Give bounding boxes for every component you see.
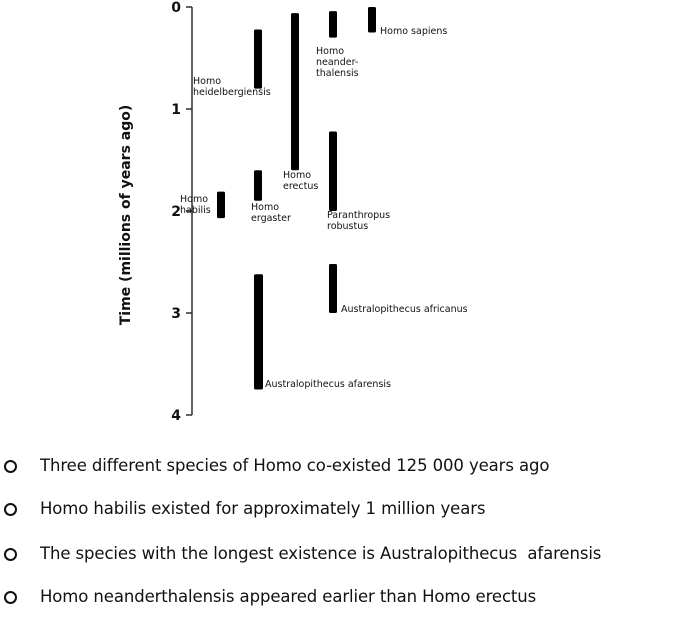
species-label-line: Australopithecus africanus	[341, 304, 468, 315]
species-label	[265, 379, 391, 390]
radio-circle-icon[interactable]	[4, 591, 17, 604]
species-range-bar	[329, 131, 337, 211]
species-label-line: Paranthropus	[327, 210, 391, 221]
species-label-line: Homo	[193, 76, 222, 87]
species-label-line: thalensis	[316, 68, 359, 79]
species-label-line: Homo	[251, 202, 280, 213]
answer-option-2[interactable]	[0, 499, 685, 529]
species-label-line: Homo	[283, 170, 312, 181]
species-range-bar	[254, 170, 262, 201]
option-text: The species with the longest existence is Australopithecus afarensis	[40, 544, 602, 563]
species-label-line: erectus	[283, 181, 319, 192]
species-range-bar	[291, 13, 299, 170]
y-axis-title: Time (millions of years ago)	[118, 104, 134, 326]
species-range-bar	[329, 11, 337, 38]
species-label-line: Australopithecus afarensis	[265, 379, 391, 390]
y-tick-label: 0	[171, 0, 181, 16]
option-text: Homo neanderthalensis appeared earlier than Homo erectus	[40, 587, 537, 606]
radio-circle-icon[interactable]	[4, 460, 17, 473]
y-tick-label: 4	[171, 408, 181, 424]
species-range-bar	[329, 264, 337, 313]
species-label	[327, 210, 390, 232]
species-range-bar	[217, 192, 225, 219]
species-label	[341, 304, 468, 315]
option-text: Three different species of Homo co-existed 125 000 years ago	[40, 456, 550, 475]
species-range-bar	[254, 274, 263, 389]
answer-option-3[interactable]	[0, 544, 685, 574]
species-label	[251, 202, 291, 224]
species-range-bar	[254, 29, 262, 88]
y-tick-label: 1	[171, 102, 181, 118]
species-label-line: ergaster	[251, 213, 291, 224]
species-label	[180, 194, 211, 216]
species-label-line: Homo	[180, 194, 209, 205]
radio-circle-icon[interactable]	[4, 548, 17, 561]
species-label	[316, 46, 359, 79]
species-label-line: robustus	[327, 221, 369, 232]
answer-option-4[interactable]	[0, 587, 685, 617]
species-label-line: neander-	[316, 57, 359, 68]
species-label	[283, 170, 318, 192]
y-tick-label: 3	[171, 306, 181, 322]
species-label-line: Homo sapiens	[380, 26, 448, 37]
y-tick-label: 2	[171, 204, 181, 220]
species-label	[380, 26, 447, 37]
answer-option-1[interactable]	[0, 456, 685, 486]
option-text: Homo habilis existed for approximately 1 million years	[40, 499, 486, 518]
species-label-line: habilis	[180, 205, 211, 216]
species-range-bar	[368, 7, 376, 33]
species-label-line: Homo	[316, 46, 345, 57]
species-label-line: heidelbergiensis	[193, 87, 271, 98]
radio-circle-icon[interactable]	[4, 503, 17, 516]
